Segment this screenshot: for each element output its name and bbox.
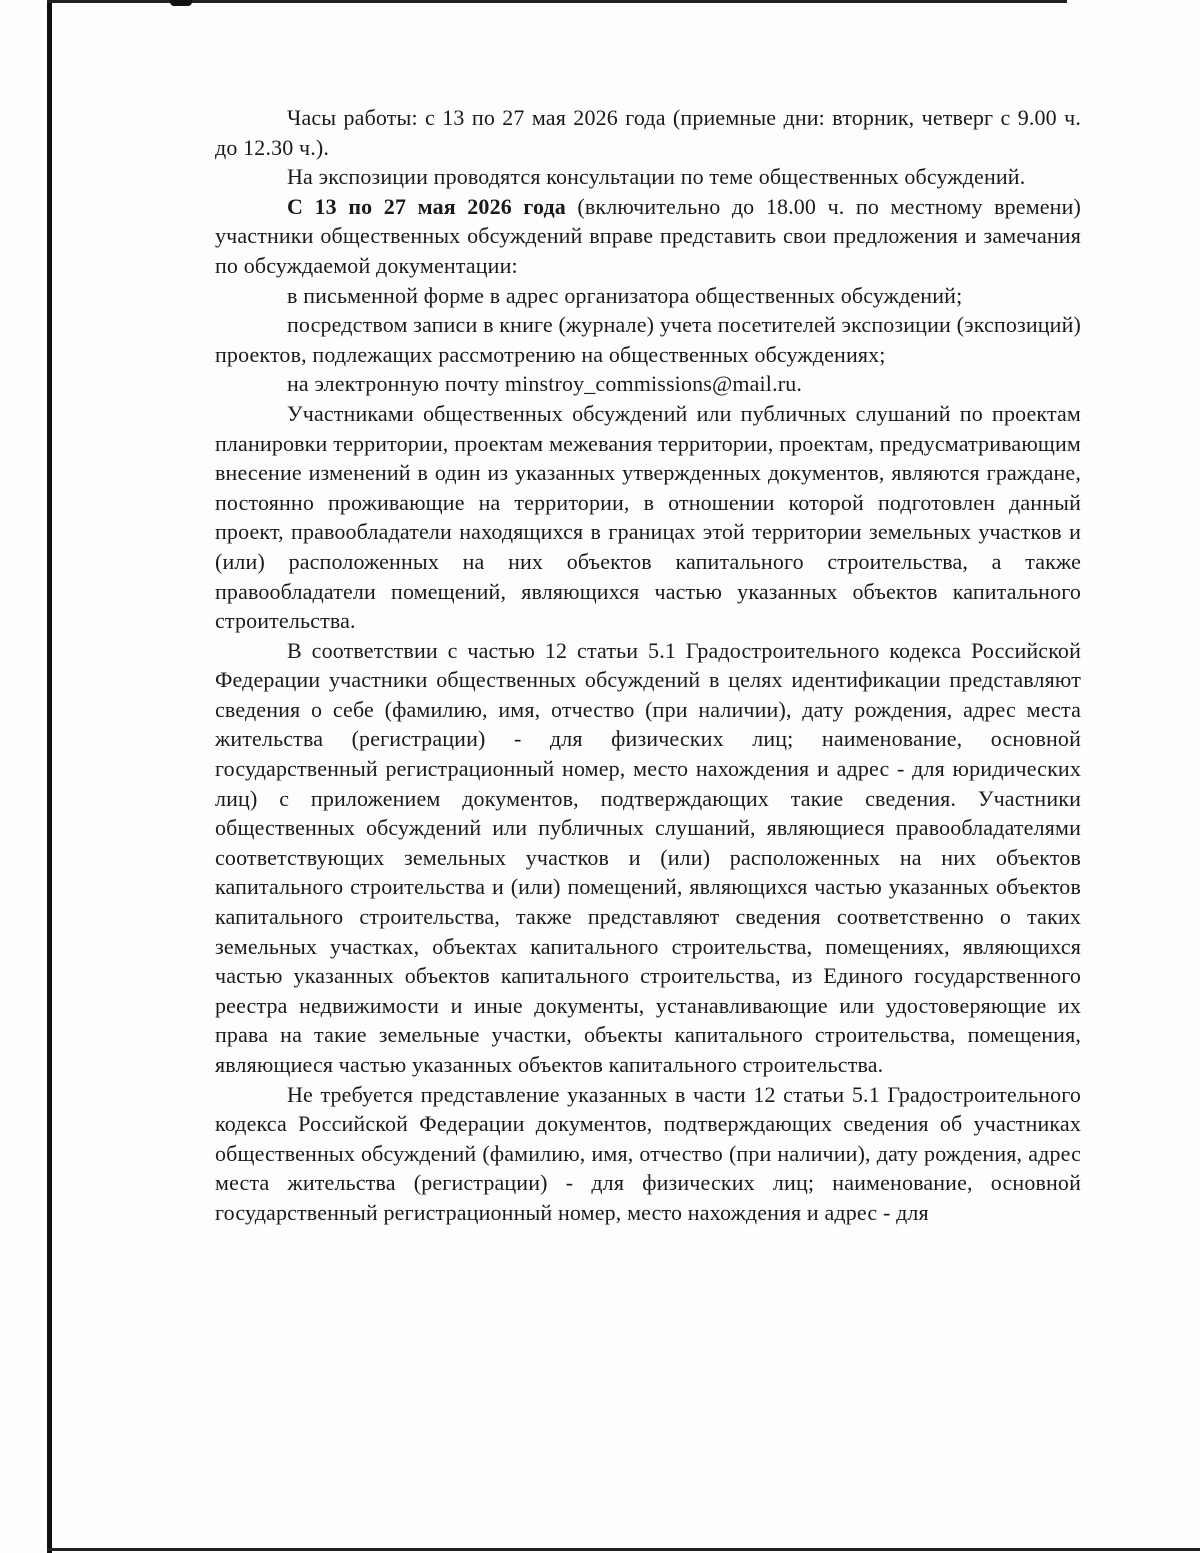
paragraph-email: на электронную почту minstroy_commissions@mail.ru. xyxy=(287,371,802,397)
scan-top-mark xyxy=(170,0,192,6)
paragraph-visitor-book: посредством записи в книге (журнале) учета посетителей экспозиции (экспозиций) проектов, подлежащих рассмотрению на общественных обсуждениях; xyxy=(215,312,1081,367)
paragraph-written-form: в письменной форме в адрес организатора общественных обсуждений; xyxy=(287,282,963,308)
paragraph-participants: Участниками общественных обсуждений или публичных слушаний по проектам планировки территории, проектам межевания территории, проектам, предусматривающим внесение изменений в один из указанных утвержденных документов, являются граждане, постоянно проживающие на территории, в отношении которой подготовлен данный проект, правообладатели находящихся в границах этой территории земельных участков и (или) расположенных на них объектов капитального строительства, а также правообладатели помещений, являющихся частью указанных объектов капитального строительства. xyxy=(215,400,1081,634)
paragraph-proposals-period xyxy=(215,192,1081,281)
proposals-period-dates: С 13 по 27 мая 2026 года xyxy=(287,193,566,219)
paragraph-identification: В соответствии с частью 12 статьи 5.1 Градостроительного кодекса Российской Федерации участники общественных обсуждений в целях идентификации представляют сведения о себе (фамилию, имя, отчество (при наличии), дату рождения, адрес места жительства (регистрации) - для физических лиц; наименование, основной государственный регистрационный номер, место нахождения и адрес - для юридических лиц) с приложением документов, подтверждающих такие сведения. Участники общественных обсуждений или публичных слушаний, являющиеся правообладателями соответствующих земельных участков и (или) расположенных на них объектов капитального строительства и (или) помещений, являющихся частью указанных объектов капитального строительства, также представляют сведения соответственно о таких земельных участках, объектах капитального строительства, помещениях, являющихся частью указанных объектов капитального строительства, из Единого государственного реестра недвижимости и иные документы, устанавливающие или удостоверяющие их права на такие земельные участки, объекты капитального строительства, помещения, являющиеся частью указанных объектов капитального строительства. xyxy=(215,637,1081,1077)
paragraph-not-required: Не требуется представление указанных в части 12 статьи 5.1 Градостроительного кодекса Российской Федерации документов, подтверждающих сведения об участниках общественных обсуждений (фамилию, имя, отчество (при наличии), дату рождения, адрес места жительства (регистрации) - для физических лиц; наименование, основной государственный регистрационный номер, место нахождения и адрес - для xyxy=(215,1081,1081,1225)
paragraph-consultations: На экспозиции проводятся консультации по теме общественных обсуждений. xyxy=(287,164,1026,190)
paragraph-working-hours: Часы работы: с 13 по 27 мая 2026 года (приемные дни: вторник, четверг с 9.00 ч. до 12.30 ч.). xyxy=(215,105,1081,160)
scan-left-edge xyxy=(47,0,52,1553)
scan-bottom-edge xyxy=(47,1548,1200,1551)
proposals-period-text: (включительно до 18.00 ч. по местному времени) участники общественных обсуждений вправе представить свои предложения и замечания по обсуждаемой документации: xyxy=(215,193,1081,278)
document-body xyxy=(215,103,1081,1228)
scan-top-edge xyxy=(47,0,1067,3)
